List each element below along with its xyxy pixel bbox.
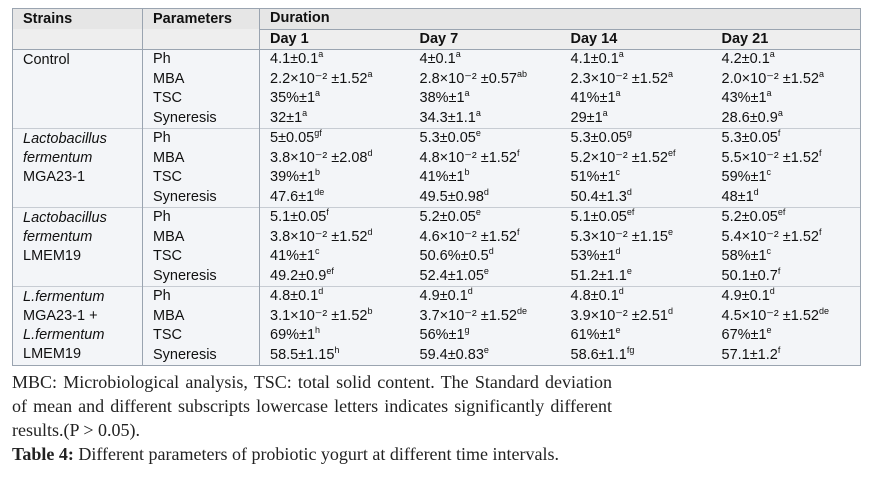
value-text: 4.9±0.1 [721, 288, 770, 305]
value-cell [410, 129, 561, 149]
significance-letter: d [667, 306, 673, 316]
strain-cell [13, 287, 143, 366]
value-cell [260, 129, 410, 149]
value-cell [410, 326, 561, 346]
value-cell [712, 188, 861, 208]
value-cell [712, 70, 861, 90]
table-figure [12, 8, 862, 466]
value-cell [410, 109, 561, 129]
significance-letter: ab [516, 69, 527, 79]
value-cell [410, 228, 561, 248]
value-text: 3.8×10⁻² ±2.08 [270, 149, 368, 166]
parameter-cell: Ph [143, 208, 260, 228]
value-cell [410, 247, 561, 267]
results-table [12, 8, 861, 366]
significance-letter: d [753, 187, 759, 197]
strain-name-line: Lactobacillus [23, 210, 107, 226]
strain-name-line: Lactobacillus [23, 131, 107, 147]
value-cell [561, 247, 712, 267]
value-cell [712, 287, 861, 307]
value-cell [712, 89, 861, 109]
value-text: 2.8×10⁻² ±0.57 [419, 70, 517, 87]
header-day: Day 14 [561, 29, 712, 50]
value-cell [260, 149, 410, 169]
value-text: 5.3±0.05 [419, 130, 476, 147]
value-cell [561, 228, 712, 248]
value-cell [260, 326, 410, 346]
value-cell [260, 307, 410, 327]
significance-letter: c [315, 247, 320, 257]
parameter-cell: TSC [143, 326, 260, 346]
significance-letter: e [615, 326, 621, 336]
parameter-cell: MBA [143, 70, 260, 90]
significance-letter: d [367, 227, 373, 237]
significance-letter: d [618, 286, 624, 297]
value-text: 56%±1 [419, 327, 465, 344]
value-text: 5±0.05 [270, 130, 315, 147]
significance-letter: f [326, 207, 329, 218]
value-cell [260, 287, 410, 307]
significance-letter: a [455, 49, 461, 60]
strain-name-line: MGA23-1 [23, 169, 86, 185]
significance-letter: de [516, 306, 527, 316]
value-cell [712, 247, 861, 267]
value-text: 69%±1 [270, 327, 316, 344]
value-text: 58.5±1.15 [270, 346, 335, 363]
value-text: 4.8±0.1 [570, 288, 619, 305]
value-text: 51.2±1.1 [570, 267, 627, 284]
significance-letter: f [516, 148, 520, 158]
caption-text: Different parameters of probiotic yogurt at different time intervals. [73, 444, 560, 464]
value-text: 50.1±0.7 [721, 267, 778, 284]
value-text: 2.2×10⁻² ±1.52 [270, 70, 368, 87]
value-cell [260, 70, 410, 90]
strain-cell [13, 208, 143, 287]
significance-letter: a [318, 49, 324, 60]
value-text: 49.2±0.9 [270, 267, 327, 284]
header-blank [13, 29, 143, 50]
significance-letter: g [464, 326, 470, 336]
value-text: 49.5±0.98 [419, 188, 484, 205]
value-cell [260, 247, 410, 267]
significance-letter: a [475, 108, 481, 118]
value-text: 43%±1 [721, 90, 767, 107]
parameter-cell: MBA [143, 149, 260, 169]
table-body [13, 50, 861, 366]
value-text: 59.4±0.83 [419, 346, 484, 363]
value-cell [712, 307, 861, 327]
value-text: 59%±1 [721, 169, 767, 186]
value-text: 41%±1 [270, 248, 316, 265]
table-row [13, 50, 861, 70]
value-text: 5.3±0.05 [721, 130, 778, 147]
value-text: 53%±1 [570, 248, 616, 265]
significance-letter: de [314, 187, 325, 197]
value-text: 5.3±0.05 [570, 130, 627, 147]
value-cell [410, 168, 561, 188]
value-text: 34.3±1.1 [419, 109, 476, 126]
value-cell [712, 50, 861, 70]
parameter-cell: TSC [143, 89, 260, 109]
value-text: 5.2±0.05 [419, 209, 476, 226]
significance-letter: c [766, 247, 772, 257]
significance-letter: e [667, 227, 673, 237]
parameter-cell: MBA [143, 307, 260, 327]
significance-letter: h [334, 345, 340, 355]
parameter-cell: Syneresis [143, 188, 260, 208]
value-text: 39%±1 [270, 169, 316, 186]
significance-letter: e [483, 345, 489, 355]
value-text: 3.7×10⁻² ±1.52 [419, 307, 517, 324]
value-cell [561, 149, 712, 169]
value-text: 67%±1 [721, 327, 767, 344]
value-text: 2.0×10⁻² ±1.52 [721, 70, 819, 87]
significance-letter: d [769, 286, 775, 297]
significance-letter: a [464, 89, 470, 99]
value-text: 58%±1 [721, 248, 767, 265]
significance-letter: gf [314, 128, 322, 139]
significance-letter: a [769, 49, 775, 60]
caption-label: Table 4: [12, 444, 74, 464]
significance-letter: f [777, 345, 781, 355]
significance-letter: ef [326, 266, 334, 276]
value-text: 32±1 [270, 109, 303, 126]
value-text: 61%±1 [570, 327, 616, 344]
significance-letter: a [667, 69, 673, 79]
caption-block [12, 370, 612, 466]
significance-letter: a [315, 89, 321, 99]
value-cell [561, 307, 712, 327]
value-cell [410, 89, 561, 109]
significance-letter: d [367, 148, 373, 158]
strain-cell [13, 129, 143, 208]
value-cell [260, 50, 410, 70]
value-text: 5.5×10⁻² ±1.52 [721, 149, 819, 166]
value-text: 28.6±0.9 [721, 109, 778, 126]
value-text: 51%±1 [570, 169, 616, 186]
value-text: 35%±1 [270, 90, 316, 107]
value-cell [410, 346, 561, 366]
value-text: 4.6×10⁻² ±1.52 [419, 228, 517, 245]
significance-letter: de [818, 306, 829, 316]
value-cell [712, 267, 861, 287]
parameter-cell: Syneresis [143, 267, 260, 287]
significance-letter: d [615, 247, 621, 257]
value-cell [561, 70, 712, 90]
value-cell [561, 208, 712, 228]
value-text: 5.1±0.05 [570, 209, 627, 226]
parameter-cell: TSC [143, 247, 260, 267]
significance-letter: f [818, 227, 822, 237]
significance-letter: a [618, 49, 624, 60]
significance-letter: b [367, 306, 373, 316]
significance-letter: e [626, 266, 632, 276]
significance-letter: f [777, 128, 781, 139]
significance-letter: a [615, 89, 621, 99]
value-cell [561, 50, 712, 70]
value-text: 3.1×10⁻² ±1.52 [270, 307, 368, 324]
value-text: 4.8±0.1 [270, 288, 319, 305]
value-cell [260, 109, 410, 129]
value-text: 4.5×10⁻² ±1.52 [721, 307, 819, 324]
header-day: Day 1 [260, 29, 410, 50]
parameter-cell: Syneresis [143, 346, 260, 366]
value-cell [410, 307, 561, 327]
value-text: 4.2±0.1 [721, 51, 770, 68]
value-cell [260, 228, 410, 248]
value-text: 3.9×10⁻² ±2.51 [570, 307, 668, 324]
significance-letter: ef [626, 207, 635, 218]
value-text: 5.2×10⁻² ±1.52 [570, 149, 668, 166]
value-text: 50.6%±0.5 [419, 248, 489, 265]
value-text: 4.1±0.1 [270, 51, 319, 68]
strain-cell [13, 50, 143, 129]
value-text: 57.1±1.2 [721, 346, 778, 363]
strain-name-line: fermentum [23, 150, 93, 166]
significance-letter: e [475, 128, 481, 139]
significance-letter: a [302, 108, 308, 118]
significance-letter: c [766, 168, 772, 178]
significance-letter: d [626, 187, 632, 197]
significance-letter: a [367, 69, 373, 79]
value-cell [561, 129, 712, 149]
value-text: 52.4±1.05 [419, 267, 484, 284]
table-row [13, 129, 861, 149]
value-cell [410, 287, 561, 307]
value-cell [260, 267, 410, 287]
significance-letter: c [615, 168, 621, 178]
value-cell [712, 149, 861, 169]
value-cell [712, 208, 861, 228]
significance-letter: d [318, 286, 324, 297]
header-parameters: Parameters [143, 9, 260, 30]
header-day: Day 21 [712, 29, 861, 50]
value-text: 41%±1 [419, 169, 465, 186]
significance-letter: b [315, 168, 321, 178]
strain-name-line: MGA23-1 + [23, 308, 98, 324]
significance-letter: ef [777, 207, 786, 218]
value-text: 29±1 [570, 109, 603, 126]
significance-letter: f [777, 266, 781, 276]
value-cell [561, 346, 712, 366]
value-cell [712, 168, 861, 188]
value-cell [561, 326, 712, 346]
strain-name-line: L.fermentum [23, 289, 105, 305]
value-text: 4.1±0.1 [570, 51, 619, 68]
value-text: 5.2±0.05 [721, 209, 778, 226]
significance-letter: a [777, 108, 783, 118]
value-text: 5.3×10⁻² ±1.15 [570, 228, 668, 245]
value-cell [561, 287, 712, 307]
parameter-cell: Ph [143, 287, 260, 307]
value-text: 58.6±1.1 [570, 346, 627, 363]
value-cell [561, 109, 712, 129]
significance-letter: f [516, 227, 520, 237]
significance-letter: g [626, 128, 632, 139]
significance-letter: d [483, 187, 489, 197]
value-cell [561, 168, 712, 188]
value-cell [410, 208, 561, 228]
value-cell [561, 89, 712, 109]
value-cell [410, 50, 561, 70]
table-caption [12, 442, 612, 466]
value-cell [561, 267, 712, 287]
value-text: 48±1 [721, 188, 754, 205]
value-cell [260, 208, 410, 228]
significance-letter: f [818, 148, 822, 158]
value-cell [260, 89, 410, 109]
value-text: 4±0.1 [419, 51, 456, 68]
significance-letter: a [602, 108, 608, 118]
value-text: 47.6±1 [270, 188, 315, 205]
strain-name-line: L.fermentum [23, 327, 105, 343]
header-blank [143, 29, 260, 50]
value-text: 4.8×10⁻² ±1.52 [419, 149, 517, 166]
value-cell [260, 168, 410, 188]
significance-letter: d [467, 286, 473, 297]
value-cell [410, 149, 561, 169]
value-cell [712, 109, 861, 129]
significance-letter: a [818, 69, 824, 79]
value-cell [410, 70, 561, 90]
parameter-cell: MBA [143, 228, 260, 248]
value-cell [712, 129, 861, 149]
header-strains: Strains [13, 9, 143, 30]
header-duration: Duration [260, 9, 861, 30]
significance-letter: d [488, 247, 494, 257]
significance-letter: e [766, 326, 772, 336]
value-cell [712, 346, 861, 366]
strain-name-line: fermentum [23, 229, 93, 245]
significance-letter: b [464, 168, 470, 178]
parameter-cell: Syneresis [143, 109, 260, 129]
value-text: 38%±1 [419, 90, 465, 107]
value-text: 3.8×10⁻² ±1.52 [270, 228, 368, 245]
table-footnote: MBC: Microbiological analysis, TSC: total solid content. The Standard deviation of mean and different subscripts lowercase letters indicates significantly different results.(P > 0.05). [12, 372, 612, 440]
significance-letter: h [315, 326, 321, 336]
value-cell [260, 346, 410, 366]
value-cell [410, 188, 561, 208]
strain-name-line: Control [23, 52, 70, 68]
parameter-cell: Ph [143, 50, 260, 70]
strain-name-line: LMEM19 [23, 248, 82, 264]
parameter-cell: Ph [143, 129, 260, 149]
significance-letter: a [766, 89, 772, 99]
value-text: 5.1±0.05 [270, 209, 327, 226]
value-text: 41%±1 [570, 90, 616, 107]
value-text: 4.9±0.1 [419, 288, 468, 305]
significance-letter: ef [667, 148, 676, 158]
parameter-cell: TSC [143, 168, 260, 188]
table-row [13, 287, 861, 307]
value-cell [712, 326, 861, 346]
value-cell [260, 188, 410, 208]
value-cell [561, 188, 712, 208]
table-row [13, 208, 861, 228]
value-text: 2.3×10⁻² ±1.52 [570, 70, 668, 87]
header-day: Day 7 [410, 29, 561, 50]
significance-letter: e [483, 266, 489, 276]
value-cell [712, 228, 861, 248]
value-text: 5.4×10⁻² ±1.52 [721, 228, 819, 245]
strain-name-line: LMEM19 [23, 346, 82, 362]
value-text: 50.4±1.3 [570, 188, 627, 205]
significance-letter: e [475, 207, 481, 218]
significance-letter: fg [626, 345, 635, 355]
value-cell [410, 267, 561, 287]
